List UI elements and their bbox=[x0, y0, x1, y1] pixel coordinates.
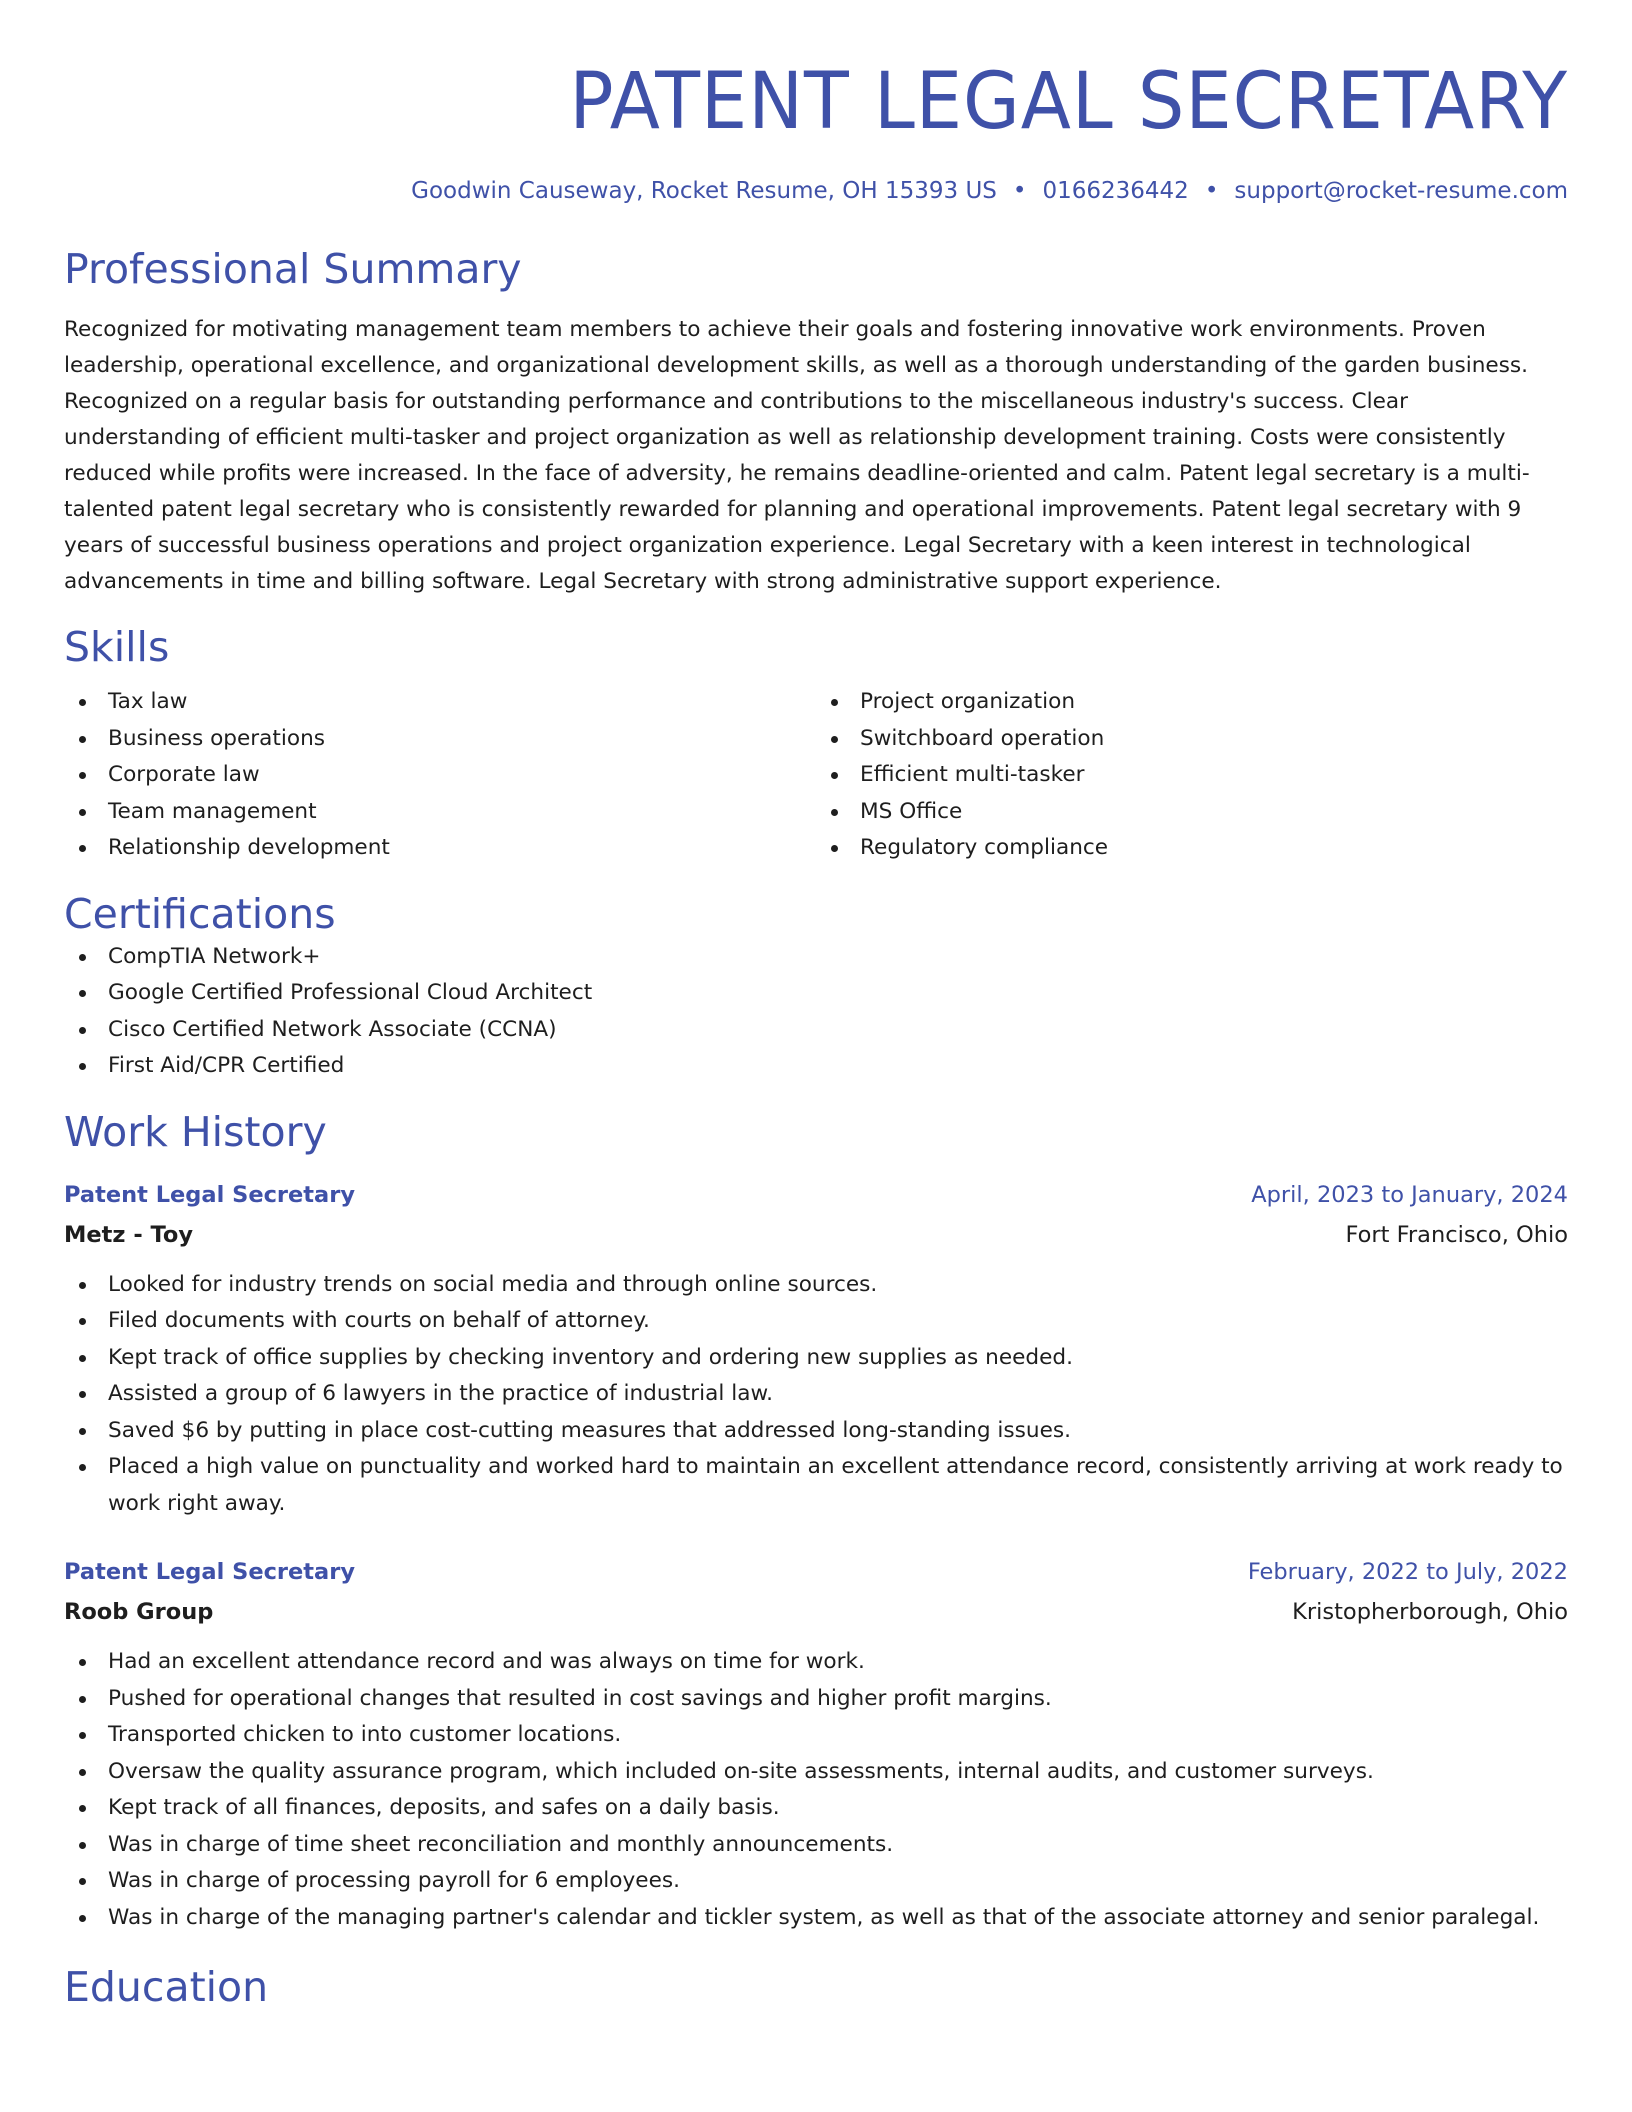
contact-line bbox=[64, 176, 1568, 206]
certification-item: Cisco Certified Network Associate (CCNA) bbox=[64, 1012, 1568, 1049]
job-duties-list bbox=[64, 1267, 1568, 1523]
skill-item: Project organization bbox=[816, 684, 1568, 721]
skill-item: Relationship development bbox=[64, 830, 816, 867]
skill-item: MS Office bbox=[816, 794, 1568, 831]
job-dates: February, 2022 to July, 2022 bbox=[1247, 1559, 1568, 1585]
skills-list-right bbox=[816, 684, 1568, 867]
section-title-summary: Professional Summary bbox=[64, 245, 522, 293]
certification-item: Google Certified Professional Cloud Architect bbox=[64, 975, 1568, 1012]
certification-item: First Aid/CPR Certified bbox=[64, 1048, 1568, 1085]
resume-name: PATENT LEGAL SECRETARY bbox=[569, 57, 1568, 147]
job-dates: April, 2023 to January, 2024 bbox=[1251, 1181, 1568, 1208]
job-header-row bbox=[64, 1552, 1568, 1592]
job-title: Patent Legal Secretary bbox=[64, 1181, 355, 1208]
contact-address: Goodwin Causeway, Rocket Resume, OH 15393 US bbox=[411, 178, 997, 204]
contact-email[interactable]: support@rocket-resume.com bbox=[1234, 178, 1568, 204]
job-title: Patent Legal Secretary bbox=[64, 1559, 355, 1585]
contact-separator: • bbox=[1204, 178, 1219, 204]
job-duty-item: Pushed for operational changes that resulted in cost savings and higher profit margins. bbox=[64, 1681, 1568, 1718]
section-title-education: Education bbox=[64, 1963, 269, 2011]
section-title-skills: Skills bbox=[64, 623, 170, 671]
job-duty-item: Transported chicken to into customer locations. bbox=[64, 1717, 1568, 1754]
certifications-list bbox=[64, 939, 1568, 1085]
job-duty-item: Was in charge of processing payroll for 6 employees. bbox=[64, 1863, 1568, 1900]
job-company: Metz - Toy bbox=[64, 1221, 193, 1248]
job-entry bbox=[64, 1175, 1568, 1523]
job-duty-item: Assisted a group of 6 lawyers in the practice of industrial law. bbox=[64, 1376, 1568, 1413]
skill-item: Efficient multi-tasker bbox=[816, 757, 1568, 794]
skills-columns bbox=[64, 684, 1568, 867]
section-title-work-history: Work History bbox=[64, 1107, 327, 1156]
job-location: Fort Francisco, Ohio bbox=[1345, 1221, 1568, 1248]
section-title-certifications: Certifications bbox=[64, 889, 336, 938]
job-entry bbox=[64, 1552, 1568, 1936]
job-duty-item: Was in charge of the managing partner's calendar and tickler system, as well as that of the associate attorney and senior paralegal. bbox=[64, 1900, 1568, 1937]
job-duty-item: Kept track of office supplies by checking inventory and ordering new supplies as needed. bbox=[64, 1340, 1568, 1377]
skill-item: Corporate law bbox=[64, 757, 816, 794]
skill-item: Business operations bbox=[64, 721, 816, 758]
job-duties-list bbox=[64, 1644, 1568, 1936]
job-duty-item: Kept track of all finances, deposits, and safes on a daily basis. bbox=[64, 1790, 1568, 1827]
job-duty-item: Had an excellent attendance record and was always on time for work. bbox=[64, 1644, 1568, 1681]
job-company: Roob Group bbox=[64, 1599, 214, 1625]
job-duty-item: Placed a high value on punctuality and worked hard to maintain an excellent attendance record, consistently arriving at work ready to work right away. bbox=[64, 1449, 1568, 1522]
skill-item: Regulatory compliance bbox=[816, 830, 1568, 867]
certification-item: CompTIA Network+ bbox=[64, 939, 1568, 976]
job-company-row bbox=[64, 1215, 1568, 1255]
skill-item: Switchboard operation bbox=[816, 721, 1568, 758]
job-duty-item: Saved $6 by putting in place cost-cutting measures that addressed long-standing issues. bbox=[64, 1413, 1568, 1450]
skills-list-left bbox=[64, 684, 816, 867]
contact-separator: • bbox=[1012, 178, 1027, 204]
skill-item: Team management bbox=[64, 794, 816, 831]
job-company-row bbox=[64, 1592, 1568, 1632]
job-header-row bbox=[64, 1175, 1568, 1215]
contact-phone: 0166236442 bbox=[1042, 178, 1189, 204]
job-duty-item: Oversaw the quality assurance program, which included on-site assessments, internal audits, and customer surveys. bbox=[64, 1754, 1568, 1791]
summary-text: Recognized for motivating management team members to achieve their goals and fostering innovative work environments. Proven leadership, operational excellence, and organizational development skills, as well as a thorough understanding of the garden business. Recognized on a regular basis for outstanding performance and contributions to the miscellaneous industry's success. Clear understanding of efficient multi-tasker and project organization as well as relationship development training. Costs were consistently reduced while profits were increased. In the face of adversity, he remains deadline-oriented and calm. Patent legal secretary is a multi-talented patent legal secretary who is consistently rewarded for planning and operational improvements. Patent legal secretary with 9 years of successful business operations and project organization experience. Legal Secretary with a keen interest in technological advancements in time and billing software. Legal Secretary with strong administrative support experience. bbox=[64, 317, 1530, 594]
skill-item: Tax law bbox=[64, 684, 816, 721]
job-location: Kristopherborough, Ohio bbox=[1292, 1599, 1568, 1625]
job-duty-item: Filed documents with courts on behalf of attorney. bbox=[64, 1303, 1568, 1340]
job-duty-item: Looked for industry trends on social media and through online sources. bbox=[64, 1267, 1568, 1304]
job-duty-item: Was in charge of time sheet reconciliation and monthly announcements. bbox=[64, 1827, 1568, 1864]
